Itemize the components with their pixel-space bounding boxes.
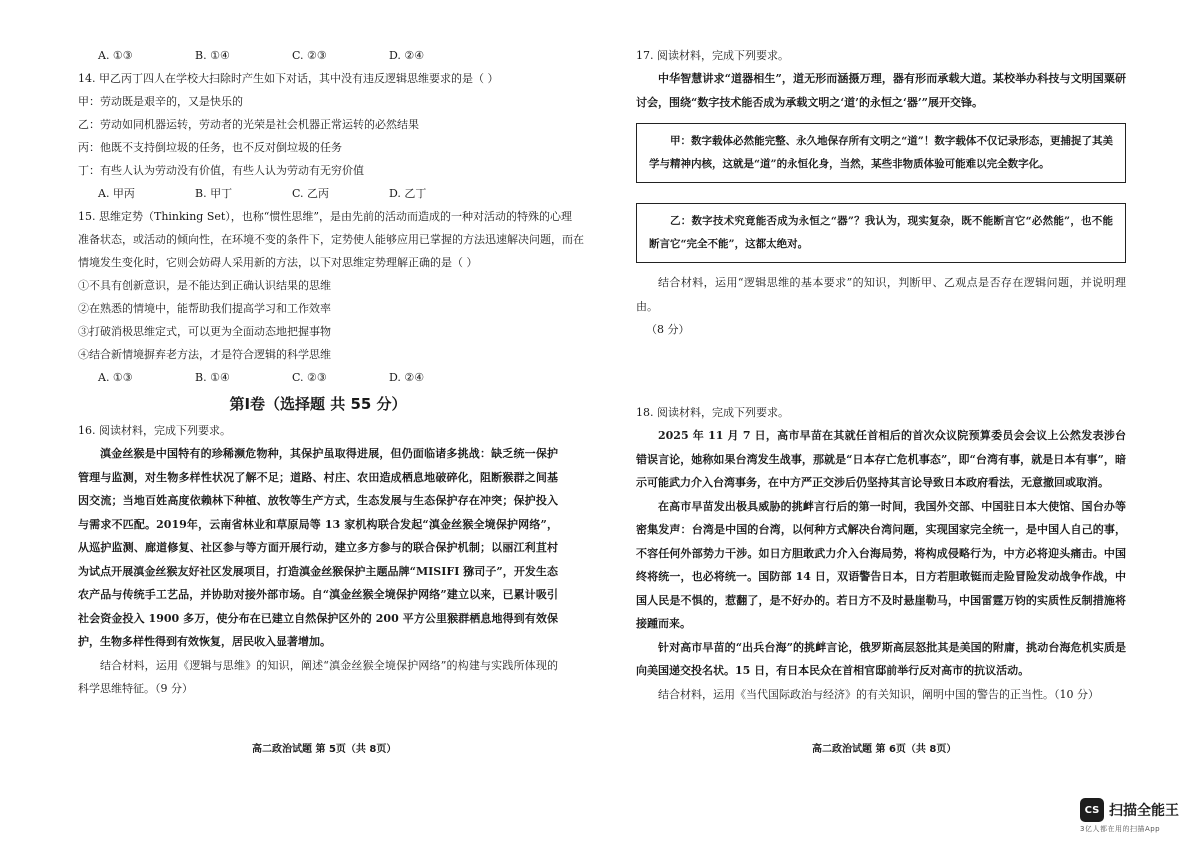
- page-5-footer: 高二政治试题 第 5页（共 8页）: [252, 744, 397, 755]
- section-title: 第Ⅰ卷（选择题 共 55 分）: [229, 395, 407, 413]
- camscanner-watermark: [1080, 798, 1192, 834]
- option-a: A. 甲丙: [98, 187, 135, 200]
- q14-options: [78, 182, 558, 205]
- q17-intro: 中华智慧讲求“道器相生”，道无形而涵摄万理，器有形而承载大道。某校举办科技与文明国粟研讨会，围绕“数字技术能否成为承载文明之‘道’的永恒之‘器’”展开交锋。: [636, 72, 1126, 109]
- option-c: C. 乙丙: [292, 187, 330, 200]
- q14-line-jia: 甲：劳动既是艰辛的，又是快乐的: [78, 95, 243, 108]
- q15-item-3: ③打破消极思维定式，可以更为全面动态地把握事物: [78, 325, 331, 338]
- option-d: D. ②④: [389, 49, 425, 62]
- q15-item-2: ②在熟悉的情境中，能帮助我们提高学习和工作效率: [78, 302, 331, 315]
- option-b: B. ①④: [195, 49, 230, 62]
- q18-requirement: 结合材料，运用《当代国际政治与经济》的有关知识，阐明中国的警告的正当性。（10 分）: [658, 687, 1099, 701]
- q17-viewpoint-jia-box: 甲：数字载体必然能完整、永久地保存所有文明之“道”！数字载体不仅记录形态，更捕捉了其美学与精神内核，这就是“道”的永恒化身，当然，某些非物质体验可能难以完全数字化。: [636, 123, 1126, 183]
- q18-paragraph-1: 2025 年 11 月 7 日，高市早苗在其就任首相后的首次众议院预算委员会会议上公然发表涉台错误言论，她称如果台湾发生战事，那就是“日本存亡危机事态”，即“台湾有事，就是日本有事”，暗示可能武力介入台湾事务，在中方严正交涉后仍坚持其言论导致日本政府看法，无意撤回或取消。: [636, 429, 1126, 489]
- q14-line-yi: 乙：劳动如同机器运转，劳动者的光荣是社会机器正常运转的必然结果: [78, 118, 419, 131]
- q17-score: （8 分）: [646, 323, 690, 336]
- q15-options: [78, 366, 558, 389]
- option-a: A. ①③: [98, 49, 133, 62]
- option-d: D. 乙丁: [389, 187, 427, 200]
- q16-requirement: 结合材料，运用《逻辑与思维》的知识，阐述“滇金丝猴全境保护网络”的构建与实践所体现的科学思维特征。（9 分）: [78, 658, 558, 695]
- q13-options: [78, 44, 558, 67]
- option-c: C. ②③: [292, 371, 327, 384]
- q15-stem-line-3: 情境发生变化时，它则会妨碍人采用新的方法，以下对思维定势理解正确的是（ ）: [78, 256, 478, 269]
- option-c: C. ②③: [292, 49, 327, 62]
- q14-line-ding: 丁：有些人认为劳动没有价值，有些人认为劳动有无穷价值: [78, 164, 364, 177]
- option-b: B. 甲丁: [195, 187, 233, 200]
- q14-line-bing: 丙：他既不支持倒垃圾的任务，也不反对倒垃圾的任务: [78, 141, 342, 154]
- watermark-name: 扫描全能王: [1109, 803, 1179, 819]
- q15-stem-line-1: 15. 思维定势（Thinking Set），也称“惯性思维”，是由先前的活动而造成的一种对活动的特殊的心理: [78, 210, 573, 223]
- q18-paragraph-2: 在高市早苗发出极具威胁的挑衅言行后的第一时间，我国外交部、中国驻日本大使馆、国台办等密集发声：台湾是中国的台湾，以何种方式解决台湾问题，实现国家完全统一，是中国人自己的事，不容任何外部势力干涉。如日方胆敢武力介入台海局势，将构成侵略行为，中方必将迎头痛击。中国终将统一，也必将统一。国防部 14 日，双语警告日本，日方若胆敢铤而走险冒险发动战争作战，中国人民是不惧的，惹翻了，是不好办的。若日方不及时悬崖勒马，中国雷霆万钧的实质性反制措施将接踵而来。: [636, 499, 1126, 630]
- q16-material: 滇金丝猴是中国特有的珍稀濒危物种，其保护虽取得进展，但仍面临诸多挑战：缺乏统一保护管理与监测，对生物多样性状况了解不足；道路、村庄、农田造成栖息地破碎化，阻断猴群之间基因交流；当地百姓高度依赖林下种植、放牧等生产方式，生态发展与生态保护存在冲突；保护投入与需求不匹配。2019年，云南省林业和草原局等 13 家机构联合发起“滇金丝猴全境保护网络”，从巡护监测、廊道修复、社区参与等方面开展行动，建立多方参与的联合保护机制；以丽江利苴村为试点开展滇金丝猴友好社区发展项目，打造滇金丝猴保护主题品牌“MISIFI 猕司子”，开发生态农产品与传统手工艺品，并协助对接外部市场。自“滇金丝猴全境保护网络”建立以来，已累计吸引社会资金投入 1900 多万，使分布在已建立自然保护区外的 200 平方公里猴群栖息地得到有效保护，生物多样性得到有效恢复，居民收入显著增加。: [78, 447, 558, 648]
- q15-stem-line-2: 准备状态，或活动的倾向性，在环境不变的条件下，定势使人能够应用已掌握的方法迅速解决问题，而在: [78, 233, 584, 246]
- q14-stem: 14. 甲乙丙丁四人在学校大扫除时产生如下对话，其中没有违反逻辑思维要求的是（ ）: [78, 72, 499, 85]
- q17-requirement: 结合材料，运用“逻辑思维的基本要求”的知识，判断甲、乙观点是否存在逻辑问题，并说明理由。: [636, 276, 1126, 313]
- option-b: B. ①④: [195, 371, 230, 384]
- option-d: D. ②④: [389, 371, 425, 384]
- page-6-content: [636, 44, 1126, 706]
- q15-item-1: ①不具有创新意识，是不能达到正确认识结果的思维: [78, 279, 331, 292]
- q16-stem: 16. 阅读材料，完成下列要求。: [78, 424, 231, 437]
- page-5-content: [78, 44, 584, 701]
- q17-stem: 17. 阅读材料，完成下列要求。: [636, 49, 789, 62]
- q18-stem: 18. 阅读材料，完成下列要求。: [636, 406, 789, 419]
- q15-item-4: ④结合新情境摒弃老方法，才是符合逻辑的科学思维: [78, 348, 331, 361]
- page-6-footer: 高二政治试题 第 6页（共 8页）: [812, 744, 957, 755]
- q17-viewpoint-yi-box: 乙：数字技术究竟能否成为永恒之“器”？我认为，现实复杂，既不能断言它“必然能”，也不能断言它“完全不能”，这都太绝对。: [636, 203, 1126, 263]
- q18-paragraph-3: 针对高市早苗的“出兵台海”的挑衅言论，俄罗斯高层怒批其是美国的附庸，挑动台海危机实质是向美国递交投名状。15 日，有日本民众在首相官邸前举行反对高市的抗议活动。: [636, 640, 1126, 677]
- watermark-tagline: 3亿人都在用的扫描App: [1080, 825, 1161, 833]
- camscanner-logo-icon: CS: [1080, 798, 1104, 822]
- option-a: A. ①③: [98, 371, 133, 384]
